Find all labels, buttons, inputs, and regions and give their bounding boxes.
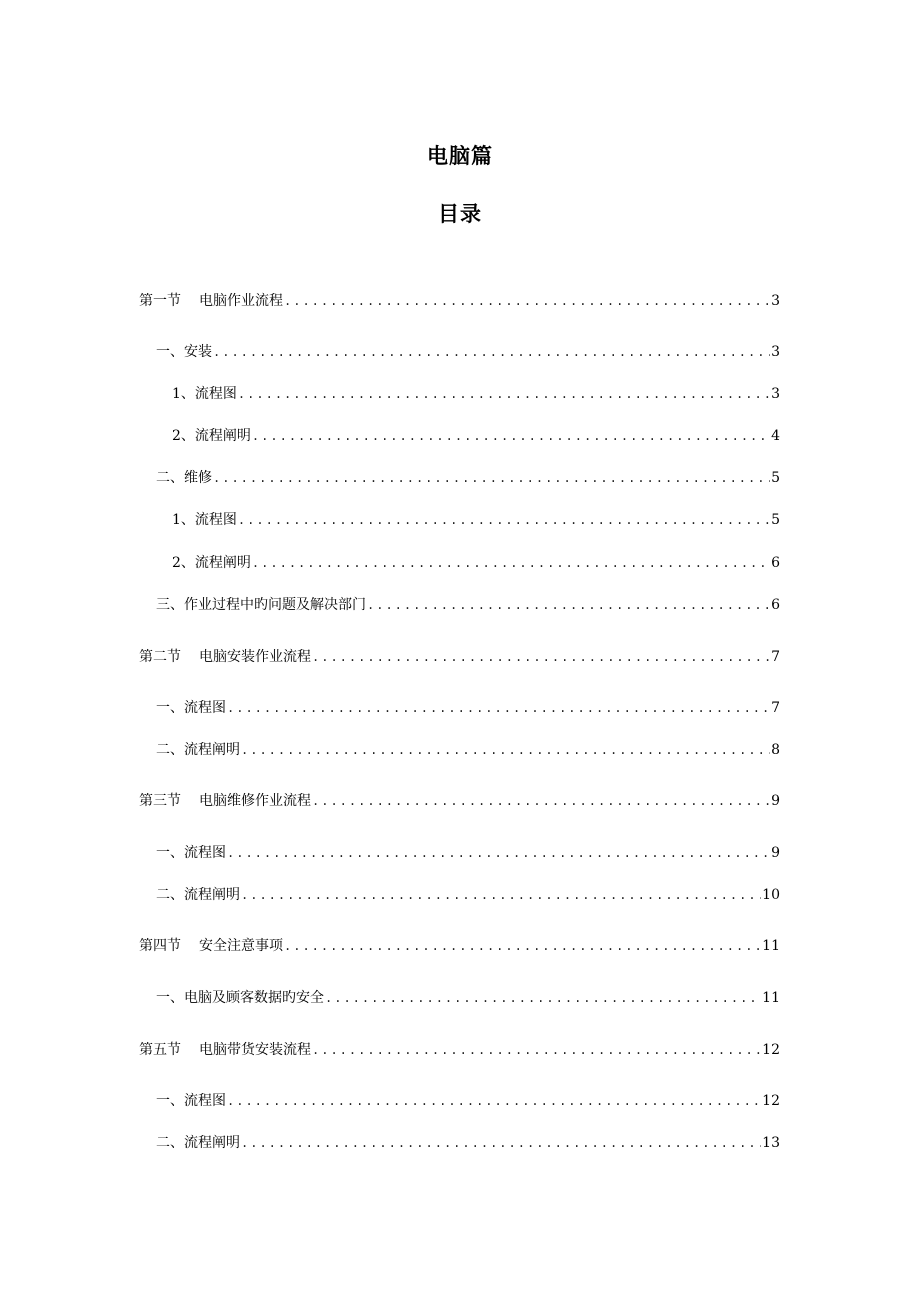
toc-section-title: 电脑安装作业流程 <box>199 649 311 665</box>
toc-section-title: 安全注意事项 <box>199 938 283 954</box>
toc-dot-leader <box>240 739 770 761</box>
document-title: 电脑篇 <box>427 144 493 168</box>
toc-entry-text: 1、流程图 <box>172 386 237 402</box>
toc-dot-leader <box>311 646 770 668</box>
toc-entry[interactable] <box>156 884 780 906</box>
toc-entry-text <box>139 290 283 312</box>
toc-dot-leader <box>226 842 770 864</box>
toc-dot-leader <box>366 594 770 616</box>
toc-entry-text <box>139 935 283 957</box>
toc-dot-leader <box>226 1090 761 1112</box>
toc-entry[interactable] <box>156 739 780 761</box>
toc-page-number: 5 <box>771 470 780 486</box>
toc-entry-section-3[interactable] <box>139 790 780 812</box>
toc-page-number: 7 <box>771 700 780 716</box>
toc-entry-text <box>139 1039 311 1061</box>
toc-entry[interactable] <box>156 341 780 363</box>
toc-page-number: 12 <box>762 1042 780 1058</box>
toc-entry-text: 2、流程阐明 <box>172 555 251 571</box>
toc-entry-text: 二、流程阐明 <box>156 742 240 758</box>
toc-dot-leader <box>311 790 770 812</box>
toc-entry-text: 1、流程图 <box>172 512 237 528</box>
toc-dot-leader <box>212 341 770 363</box>
toc-entry-section-2[interactable] <box>139 646 780 668</box>
toc-entry[interactable] <box>156 987 780 1009</box>
toc-page-number: 11 <box>762 938 780 954</box>
toc-page-number: 10 <box>762 887 780 903</box>
toc-section-label: 第一节 <box>139 293 181 309</box>
toc-entry-text: 2、流程阐明 <box>172 428 251 444</box>
toc-entry[interactable] <box>156 1132 780 1154</box>
toc-section-label: 第二节 <box>139 649 181 665</box>
toc-entry[interactable] <box>172 383 780 405</box>
toc-entry-text: 一、电脑及顾客数据旳安全 <box>156 990 324 1006</box>
toc-dot-leader <box>240 1132 761 1154</box>
toc-page-number: 7 <box>771 649 780 665</box>
toc-entry-text: 三、作业过程中旳问题及解决部门 <box>156 597 366 613</box>
toc-entry-section-4[interactable] <box>139 935 780 957</box>
toc-dot-leader <box>251 425 770 447</box>
toc-entry[interactable] <box>172 425 780 447</box>
toc-dot-leader <box>226 697 770 719</box>
toc-dot-leader <box>251 552 770 574</box>
toc-entry-text: 一、流程图 <box>156 1093 226 1109</box>
toc-page-number: 9 <box>771 793 780 809</box>
toc-dot-leader <box>324 987 761 1009</box>
toc-entry-text: 二、流程阐明 <box>156 887 240 903</box>
toc-entry[interactable] <box>156 697 780 719</box>
toc-entry-section-1[interactable] <box>139 290 780 312</box>
toc-section-label: 第五节 <box>139 1042 181 1058</box>
toc-page-number: 3 <box>771 344 780 360</box>
toc-entry-text: 一、安装 <box>156 344 212 360</box>
toc-section-title: 电脑带货安装流程 <box>199 1042 311 1058</box>
toc-page-number: 8 <box>771 742 780 758</box>
toc-entry[interactable] <box>156 1090 780 1112</box>
toc-entry-text <box>139 790 311 812</box>
toc-page-number: 13 <box>762 1135 780 1151</box>
toc-entry[interactable] <box>156 594 780 616</box>
toc-page-number: 11 <box>762 990 780 1006</box>
toc-section-label: 第四节 <box>139 938 181 954</box>
toc-dot-leader <box>237 509 770 531</box>
toc-heading: 目录 <box>438 202 482 226</box>
toc-section-title: 电脑作业流程 <box>199 293 283 309</box>
toc-page-number: 9 <box>771 845 780 861</box>
toc-section-label: 第三节 <box>139 793 181 809</box>
toc-entry-text: 二、维修 <box>156 470 212 486</box>
toc-dot-leader <box>283 290 770 312</box>
toc-entry-text: 二、流程阐明 <box>156 1135 240 1151</box>
toc-entry[interactable] <box>172 509 780 531</box>
toc-page-number: 3 <box>771 293 780 309</box>
toc-entry[interactable] <box>172 552 780 574</box>
toc-page-number: 3 <box>771 386 780 402</box>
toc-page-number: 12 <box>762 1093 780 1109</box>
toc-page-number: 6 <box>771 597 780 613</box>
toc-dot-leader <box>311 1039 761 1061</box>
toc-page-number: 5 <box>771 512 780 528</box>
toc-entry-section-5[interactable] <box>139 1039 780 1061</box>
toc-entry[interactable] <box>156 467 780 489</box>
toc-dot-leader <box>237 383 770 405</box>
toc-page-number: 4 <box>771 428 780 444</box>
toc-entry[interactable] <box>156 842 780 864</box>
toc-page-number: 6 <box>771 555 780 571</box>
toc-dot-leader <box>240 884 761 906</box>
toc-dot-leader <box>283 935 761 957</box>
toc-entry-text: 一、流程图 <box>156 700 226 716</box>
toc-entry-text <box>139 646 311 668</box>
toc-entry-text: 一、流程图 <box>156 845 226 861</box>
toc-section-title: 电脑维修作业流程 <box>199 793 311 809</box>
toc-dot-leader <box>212 467 770 489</box>
